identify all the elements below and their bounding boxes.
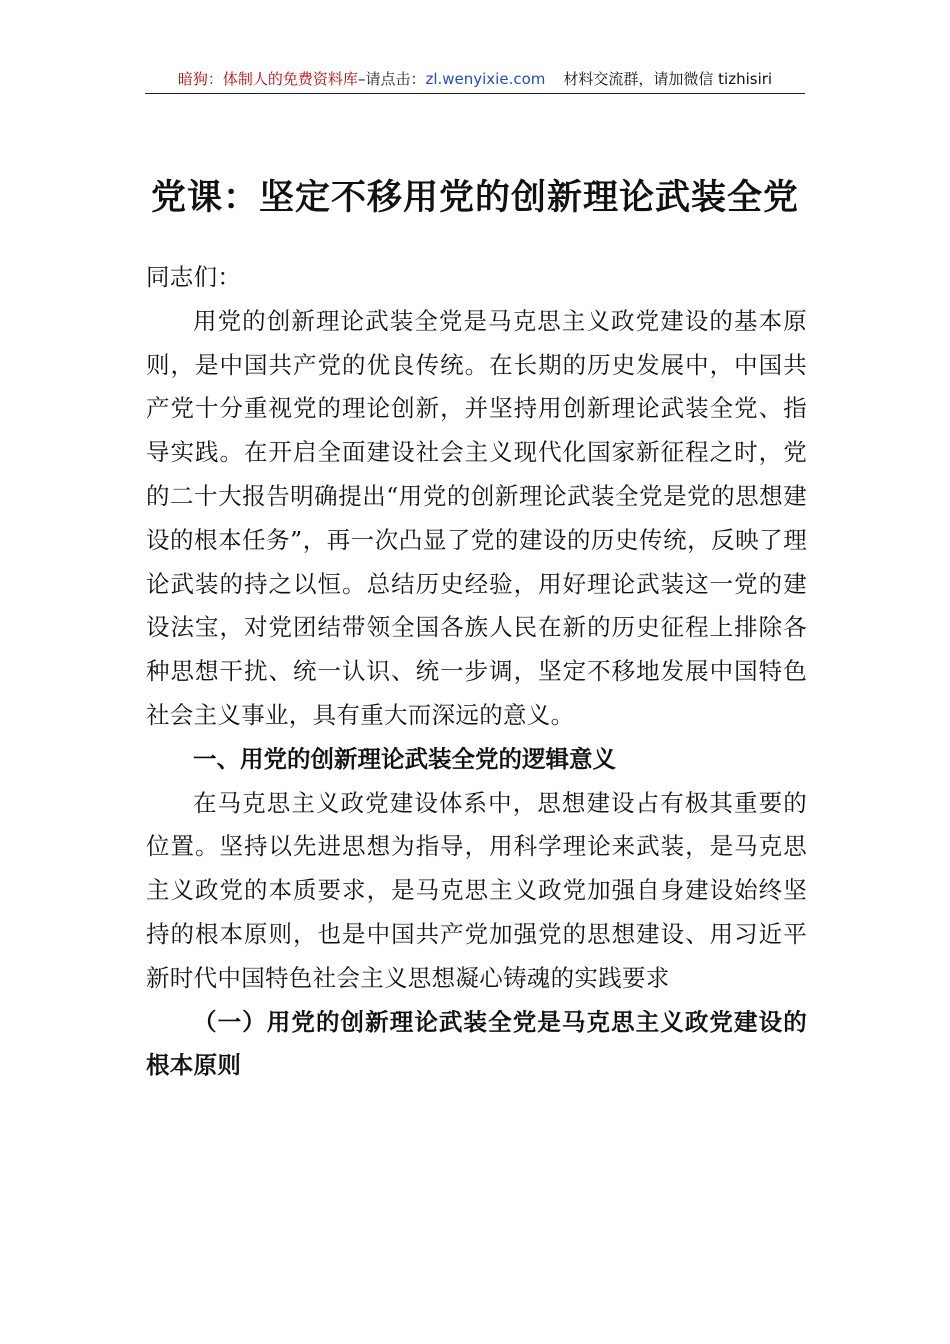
- document-body: [146, 256, 807, 1088]
- header-contact: 材料交流群，请加微信 tizhisiri: [563, 70, 773, 88]
- header-separator: –请点击：: [357, 70, 426, 88]
- page-header: [145, 66, 805, 92]
- header-divider: [145, 93, 805, 94]
- header-brand: 暗狗：体制人的免费资料库: [177, 70, 358, 88]
- intro-paragraph: 用党的创新理论武装全党是马克思主义政党建设的基本原则，是中国共产党的优良传统。在长期的历史发展中，中国共产党十分重视党的理论创新，并坚持用创新理论武装全党、指导实践。在开启全面建设社会主义现代化国家新征程之时，党的二十大报告明确提出“用党的创新理论武装全党是党的思想建设的根本任务”，再一次凸显了党的建设的历史传统，反映了理论武装的持之以恒。总结历史经验，用好理论武装这一党的建设法宝，对党团结带领全国各族人民在新的历史征程上排除各种思想干扰、统一认识、统一步调，坚定不移地发展中国特色社会主义事业，具有重大而深远的意义。: [146, 306, 807, 729]
- salutation: 同志们：: [146, 263, 242, 291]
- document-title: 党课：坚定不移用党的创新理论武装全党: [150, 177, 799, 218]
- section-heading-1: 一、用党的创新理论武装全党的逻辑意义: [193, 744, 616, 773]
- header-link[interactable]: zl.wenyixie.com: [425, 70, 546, 88]
- section-1-paragraph: 在马克思主义政党建设体系中，思想建设占有极其重要的位置。坚持以先进思想为指导，用科学理论来武装，是马克思主义政党的本质要求，是马克思主义政党加强自身建设始终坚持的根本原则，也是中国共产党加强党的思想建设、用习近平新时代中国特色社会主义思想凝心铸魂的实践要求: [146, 788, 807, 992]
- subsection-heading-1: （一）用党的创新理论武装全党是马克思主义政党建设的根本原则: [146, 1007, 807, 1080]
